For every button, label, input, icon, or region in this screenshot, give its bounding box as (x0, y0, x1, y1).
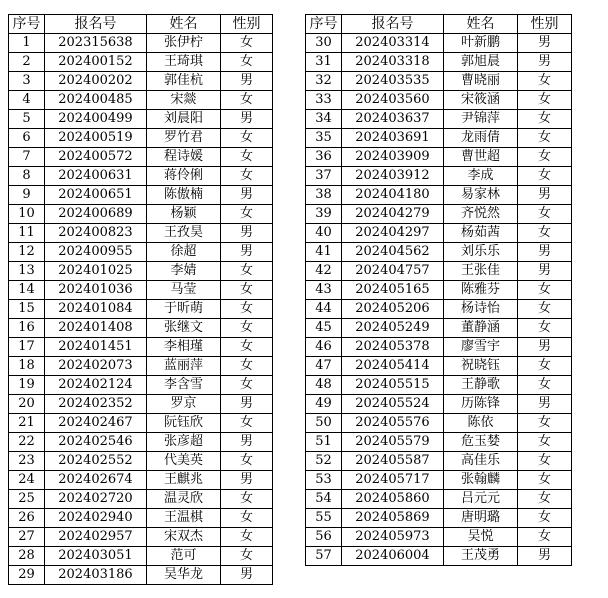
cell-sex: 女 (518, 167, 572, 186)
table-row (9, 357, 273, 376)
cell-sex: 女 (518, 224, 572, 243)
cell-sex: 女 (518, 433, 572, 452)
cell-no: 54 (306, 490, 342, 509)
cell-sex: 女 (518, 300, 572, 319)
cell-id: 202402552 (45, 452, 147, 471)
cell-id: 202404180 (342, 186, 444, 205)
cell-id: 202400631 (45, 167, 147, 186)
cell-id: 202405576 (342, 414, 444, 433)
cell-id: 202405378 (342, 338, 444, 357)
cell-no: 19 (9, 376, 45, 395)
table-row (9, 300, 273, 319)
cell-no: 48 (306, 376, 342, 395)
cell-sex: 女 (518, 452, 572, 471)
cell-id: 202403314 (342, 34, 444, 53)
cell-sex: 女 (221, 528, 273, 547)
cell-name: 唐明璐 (444, 509, 518, 528)
cell-sex: 女 (221, 167, 273, 186)
cell-id: 202402124 (45, 376, 147, 395)
cell-sex: 女 (518, 414, 572, 433)
cell-name: 温灵欣 (147, 490, 221, 509)
table-row (9, 72, 273, 91)
table-row (9, 566, 273, 585)
cell-id: 202403560 (342, 91, 444, 110)
table-row (9, 452, 273, 471)
cell-id: 202405165 (342, 281, 444, 300)
cell-sex: 女 (518, 376, 572, 395)
cell-no: 20 (9, 395, 45, 414)
cell-id: 202400572 (45, 148, 147, 167)
cell-id: 202401408 (45, 319, 147, 338)
cell-id: 202404279 (342, 205, 444, 224)
cell-name: 曹世超 (444, 148, 518, 167)
cell-name: 郭旭晨 (444, 53, 518, 72)
cell-id: 202315638 (45, 34, 147, 53)
cell-id: 202403186 (45, 566, 147, 585)
cell-sex: 女 (518, 148, 572, 167)
table-row (9, 509, 273, 528)
cell-sex: 女 (221, 262, 273, 281)
cell-id: 202404757 (342, 262, 444, 281)
cell-no: 10 (9, 205, 45, 224)
table-row (9, 490, 273, 509)
cell-name: 范可 (147, 547, 221, 566)
table-row (306, 243, 572, 262)
cell-no: 11 (9, 224, 45, 243)
cell-id: 202404297 (342, 224, 444, 243)
cell-name: 罗竹君 (147, 129, 221, 148)
cell-no: 32 (306, 72, 342, 91)
cell-name: 董静涵 (444, 319, 518, 338)
cell-sex: 女 (518, 528, 572, 547)
cell-no: 3 (9, 72, 45, 91)
cell-no: 16 (9, 319, 45, 338)
cell-sex: 男 (221, 224, 273, 243)
cell-no: 40 (306, 224, 342, 243)
cell-id: 202404562 (342, 243, 444, 262)
cell-name: 吴华龙 (147, 566, 221, 585)
cell-name: 宋筱涵 (444, 91, 518, 110)
table-row (9, 338, 273, 357)
header-name: 姓名 (444, 15, 518, 34)
cell-no: 51 (306, 433, 342, 452)
cell-sex: 男 (518, 262, 572, 281)
header-row (9, 15, 273, 34)
table-row (306, 395, 572, 414)
cell-sex: 女 (518, 357, 572, 376)
cell-sex: 女 (221, 91, 273, 110)
table-row (306, 186, 572, 205)
cell-sex: 男 (221, 110, 273, 129)
cell-no: 43 (306, 281, 342, 300)
cell-no: 33 (306, 91, 342, 110)
table-row (306, 338, 572, 357)
cell-no: 55 (306, 509, 342, 528)
table-row (9, 91, 273, 110)
cell-id: 202401025 (45, 262, 147, 281)
cell-id: 202405973 (342, 528, 444, 547)
cell-sex: 女 (518, 72, 572, 91)
cell-no: 29 (9, 566, 45, 585)
cell-sex: 女 (221, 148, 273, 167)
table-row (306, 319, 572, 338)
table-row (306, 224, 572, 243)
table-row (306, 110, 572, 129)
header-no: 序号 (9, 15, 45, 34)
cell-sex: 女 (518, 91, 572, 110)
table-body-left (9, 34, 273, 585)
table-body-right (306, 34, 572, 566)
table-row (9, 167, 273, 186)
cell-name: 张彦超 (147, 433, 221, 452)
cell-no: 28 (9, 547, 45, 566)
cell-name: 吴悦 (444, 528, 518, 547)
cell-name: 刘乐乐 (444, 243, 518, 262)
roster-table-right (305, 14, 572, 566)
cell-no: 39 (306, 205, 342, 224)
cell-sex: 女 (221, 357, 273, 376)
cell-sex: 女 (221, 53, 273, 72)
cell-name: 于昕萌 (147, 300, 221, 319)
cell-no: 14 (9, 281, 45, 300)
table-row (9, 110, 273, 129)
cell-name: 王茂勇 (444, 547, 518, 566)
cell-no: 47 (306, 357, 342, 376)
cell-name: 历陈锋 (444, 395, 518, 414)
cell-no: 12 (9, 243, 45, 262)
cell-id: 202403535 (342, 72, 444, 91)
cell-sex: 男 (518, 186, 572, 205)
cell-no: 17 (9, 338, 45, 357)
table-row (9, 224, 273, 243)
cell-name: 王静歌 (444, 376, 518, 395)
table-row (9, 186, 273, 205)
table-row (306, 433, 572, 452)
cell-no: 7 (9, 148, 45, 167)
cell-sex: 女 (221, 452, 273, 471)
cell-id: 202405524 (342, 395, 444, 414)
cell-name: 杨诗怡 (444, 300, 518, 319)
table-row (306, 452, 572, 471)
cell-name: 蓝丽萍 (147, 357, 221, 376)
cell-id: 202406004 (342, 547, 444, 566)
header-row (306, 15, 572, 34)
cell-name: 叶新鹏 (444, 34, 518, 53)
cell-sex: 男 (518, 34, 572, 53)
cell-name: 张翰麟 (444, 471, 518, 490)
header-sex: 性别 (518, 15, 572, 34)
table-row (9, 205, 273, 224)
cell-id: 202405579 (342, 433, 444, 452)
cell-no: 31 (306, 53, 342, 72)
table-row (9, 281, 273, 300)
cell-no: 13 (9, 262, 45, 281)
table-row (306, 167, 572, 186)
cell-name: 张继文 (147, 319, 221, 338)
cell-name: 王麒兆 (147, 471, 221, 490)
cell-name: 罗京 (147, 395, 221, 414)
cell-id: 202405414 (342, 357, 444, 376)
cell-name: 李含雪 (147, 376, 221, 395)
cell-no: 49 (306, 395, 342, 414)
cell-sex: 女 (221, 376, 273, 395)
cell-name: 吕元元 (444, 490, 518, 509)
cell-sex: 男 (221, 433, 273, 452)
cell-no: 34 (306, 110, 342, 129)
cell-name: 易家林 (444, 186, 518, 205)
cell-no: 6 (9, 129, 45, 148)
cell-sex: 女 (221, 414, 273, 433)
cell-sex: 男 (518, 547, 572, 566)
table-row (9, 53, 273, 72)
cell-name: 陈傲楠 (147, 186, 221, 205)
cell-no: 4 (9, 91, 45, 110)
cell-name: 宋燚 (147, 91, 221, 110)
cell-no: 35 (306, 129, 342, 148)
cell-name: 曹晓丽 (444, 72, 518, 91)
cell-name: 杨颖 (147, 205, 221, 224)
cell-id: 202405717 (342, 471, 444, 490)
cell-sex: 男 (221, 243, 273, 262)
cell-name: 高佳乐 (444, 452, 518, 471)
table-row (9, 414, 273, 433)
cell-no: 38 (306, 186, 342, 205)
cell-no: 24 (9, 471, 45, 490)
cell-name: 刘晨阳 (147, 110, 221, 129)
cell-id: 202402957 (45, 528, 147, 547)
table-row (9, 433, 273, 452)
table-row (9, 129, 273, 148)
cell-name: 王琦琪 (147, 53, 221, 72)
cell-sex: 女 (221, 319, 273, 338)
cell-no: 44 (306, 300, 342, 319)
cell-no: 57 (306, 547, 342, 566)
cell-id: 202403691 (342, 129, 444, 148)
cell-id: 202405515 (342, 376, 444, 395)
cell-name: 杨茹茜 (444, 224, 518, 243)
cell-no: 27 (9, 528, 45, 547)
cell-no: 45 (306, 319, 342, 338)
cell-name: 马莹 (147, 281, 221, 300)
cell-sex: 男 (518, 395, 572, 414)
roster-table-left (8, 14, 273, 585)
cell-sex: 男 (221, 395, 273, 414)
cell-no: 8 (9, 167, 45, 186)
cell-id: 202400202 (45, 72, 147, 91)
table-row (306, 281, 572, 300)
cell-name: 齐悦然 (444, 205, 518, 224)
cell-name: 陈雅芬 (444, 281, 518, 300)
cell-id: 202401036 (45, 281, 147, 300)
header-sex: 性别 (221, 15, 273, 34)
cell-name: 代美英 (147, 452, 221, 471)
table-row (306, 528, 572, 547)
table-row (306, 148, 572, 167)
cell-sex: 女 (518, 129, 572, 148)
table-row (306, 471, 572, 490)
cell-no: 5 (9, 110, 45, 129)
cell-sex: 女 (221, 205, 273, 224)
cell-sex: 女 (221, 281, 273, 300)
cell-sex: 女 (221, 34, 273, 53)
table-row (9, 319, 273, 338)
table-row (9, 547, 273, 566)
cell-no: 52 (306, 452, 342, 471)
cell-sex: 男 (518, 243, 572, 262)
cell-id: 202400823 (45, 224, 147, 243)
cell-id: 202402940 (45, 509, 147, 528)
cell-name: 陈依 (444, 414, 518, 433)
cell-name: 祝晓钰 (444, 357, 518, 376)
cell-id: 202402073 (45, 357, 147, 376)
table-row (306, 376, 572, 395)
table-row (306, 129, 572, 148)
cell-no: 30 (306, 34, 342, 53)
cell-no: 9 (9, 186, 45, 205)
cell-no: 53 (306, 471, 342, 490)
table-row (306, 490, 572, 509)
table-row (306, 72, 572, 91)
cell-no: 23 (9, 452, 45, 471)
cell-id: 202403318 (342, 53, 444, 72)
table-row (9, 395, 273, 414)
table-row (9, 148, 273, 167)
cell-id: 202405587 (342, 452, 444, 471)
cell-id: 202402467 (45, 414, 147, 433)
cell-name: 蒋伶俐 (147, 167, 221, 186)
cell-no: 37 (306, 167, 342, 186)
cell-no: 18 (9, 357, 45, 376)
cell-id: 202400651 (45, 186, 147, 205)
cell-no: 25 (9, 490, 45, 509)
cell-sex: 女 (518, 281, 572, 300)
cell-id: 202400499 (45, 110, 147, 129)
cell-sex: 女 (221, 509, 273, 528)
cell-id: 202402720 (45, 490, 147, 509)
table-row (306, 34, 572, 53)
cell-sex: 男 (221, 186, 273, 205)
cell-no: 15 (9, 300, 45, 319)
cell-name: 程诗媛 (147, 148, 221, 167)
cell-no: 41 (306, 243, 342, 262)
cell-name: 李婧 (147, 262, 221, 281)
cell-id: 202405860 (342, 490, 444, 509)
cell-name: 阮钰欣 (147, 414, 221, 433)
cell-name: 王温棋 (147, 509, 221, 528)
table-row (9, 34, 273, 53)
cell-sex: 女 (518, 110, 572, 129)
table-row (306, 91, 572, 110)
table-row (306, 509, 572, 528)
cell-no: 22 (9, 433, 45, 452)
header-no: 序号 (306, 15, 342, 34)
cell-id: 202403051 (45, 547, 147, 566)
cell-name: 李成 (444, 167, 518, 186)
cell-no: 46 (306, 338, 342, 357)
table-row (9, 243, 273, 262)
cell-name: 王张佳 (444, 262, 518, 281)
header-name: 姓名 (147, 15, 221, 34)
cell-sex: 女 (518, 319, 572, 338)
cell-id: 202405206 (342, 300, 444, 319)
cell-no: 21 (9, 414, 45, 433)
header-id: 报名号 (342, 15, 444, 34)
cell-id: 202405249 (342, 319, 444, 338)
cell-id: 202400955 (45, 243, 147, 262)
cell-id: 202401451 (45, 338, 147, 357)
cell-sex: 女 (221, 129, 273, 148)
cell-sex: 男 (221, 471, 273, 490)
cell-no: 56 (306, 528, 342, 547)
cell-sex: 女 (221, 300, 273, 319)
cell-id: 202400519 (45, 129, 147, 148)
table-row (9, 262, 273, 281)
cell-id: 202402674 (45, 471, 147, 490)
table-row (306, 357, 572, 376)
cell-id: 202400485 (45, 91, 147, 110)
table-row (306, 414, 572, 433)
cell-id: 202400152 (45, 53, 147, 72)
cell-no: 50 (306, 414, 342, 433)
table-row (9, 471, 273, 490)
cell-id: 202403912 (342, 167, 444, 186)
cell-name: 李相瑾 (147, 338, 221, 357)
header-id: 报名号 (45, 15, 147, 34)
table-row (306, 300, 572, 319)
cell-no: 1 (9, 34, 45, 53)
cell-name: 王孜昊 (147, 224, 221, 243)
table-row (306, 53, 572, 72)
cell-id: 202400689 (45, 205, 147, 224)
cell-sex: 女 (221, 547, 273, 566)
cell-name: 龙雨倩 (444, 129, 518, 148)
cell-id: 202403637 (342, 110, 444, 129)
cell-no: 36 (306, 148, 342, 167)
cell-name: 张伊柠 (147, 34, 221, 53)
cell-sex: 女 (518, 471, 572, 490)
cell-sex: 女 (518, 490, 572, 509)
table-row (306, 547, 572, 566)
cell-sex: 男 (518, 338, 572, 357)
table-row (306, 262, 572, 281)
cell-sex: 女 (221, 338, 273, 357)
cell-id: 202401084 (45, 300, 147, 319)
cell-name: 危玉婪 (444, 433, 518, 452)
cell-id: 202402546 (45, 433, 147, 452)
cell-sex: 男 (221, 566, 273, 585)
cell-sex: 女 (221, 490, 273, 509)
cell-sex: 男 (221, 72, 273, 91)
cell-no: 42 (306, 262, 342, 281)
table-row (306, 205, 572, 224)
cell-name: 尹锦萍 (444, 110, 518, 129)
cell-name: 宋双杰 (147, 528, 221, 547)
cell-sex: 男 (518, 53, 572, 72)
cell-id: 202402352 (45, 395, 147, 414)
table-row (9, 528, 273, 547)
cell-no: 26 (9, 509, 45, 528)
cell-name: 徐超 (147, 243, 221, 262)
cell-sex: 女 (518, 509, 572, 528)
cell-id: 202405869 (342, 509, 444, 528)
table-row (9, 376, 273, 395)
cell-sex: 女 (518, 205, 572, 224)
cell-id: 202403909 (342, 148, 444, 167)
cell-name: 郭佳杭 (147, 72, 221, 91)
cell-name: 廖雪宇 (444, 338, 518, 357)
cell-no: 2 (9, 53, 45, 72)
